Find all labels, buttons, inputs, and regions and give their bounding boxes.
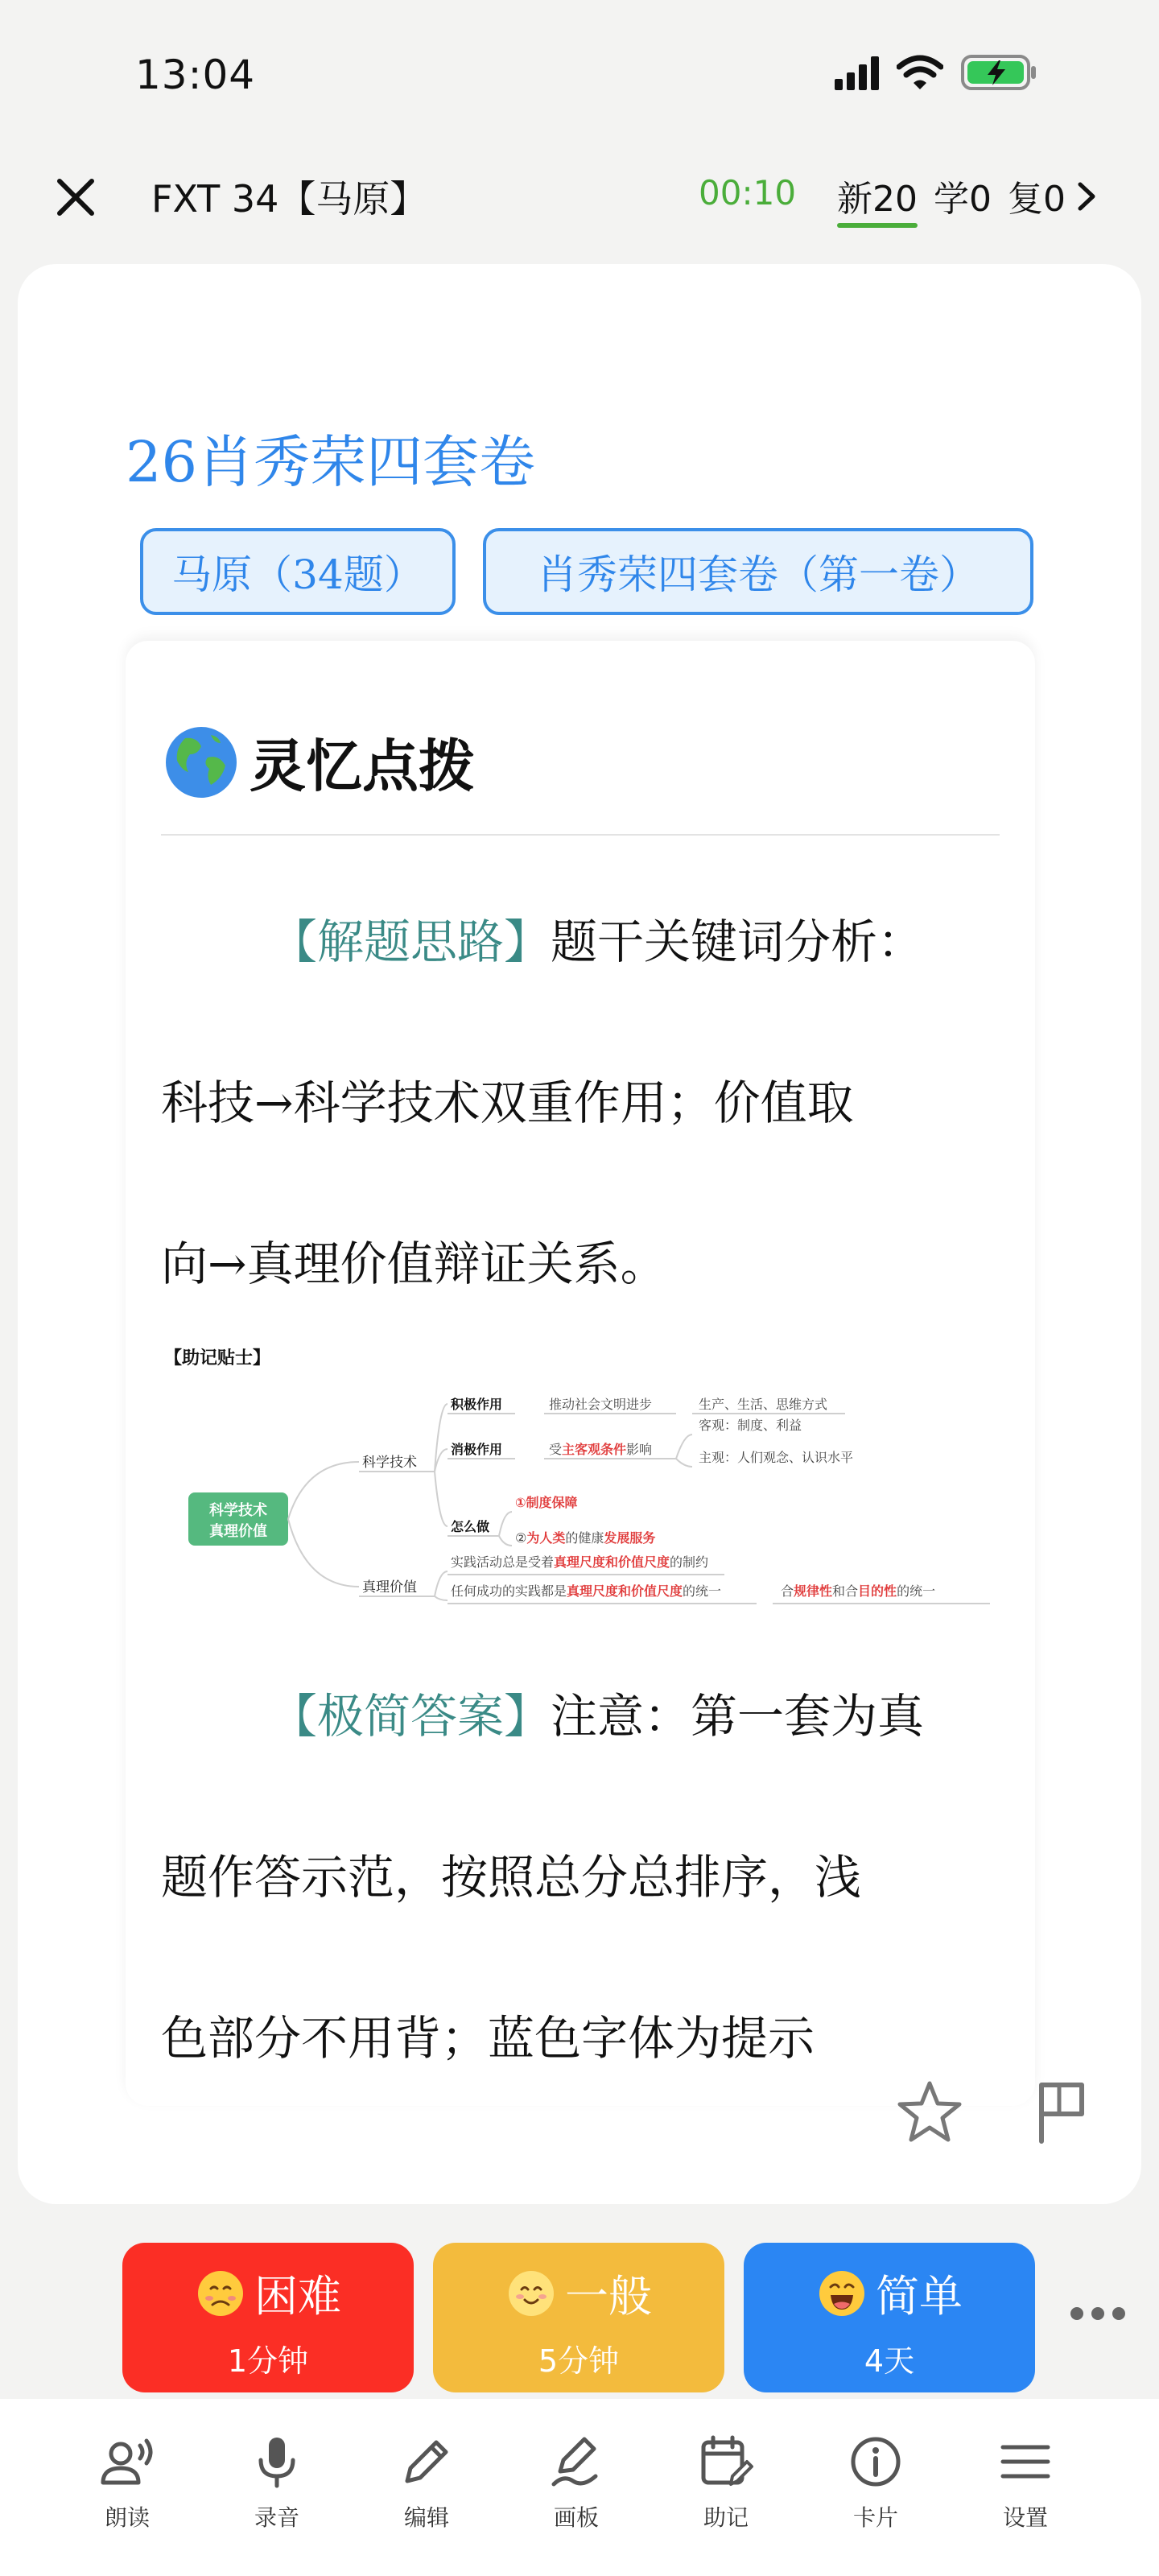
svg-text:②为人类的健康发展服务 <box>515 1530 655 1546</box>
svg-text:实践活动总是受着真理尺度和价值尺度的制约 <box>451 1554 708 1570</box>
answer-line-1: 注意：第一套为真 <box>551 1689 925 1744</box>
microphone-icon <box>246 2431 307 2492</box>
bottom-toolbar <box>0 2399 1159 2576</box>
mindmap-how-item2-hl1: 为人类 <box>526 1530 566 1546</box>
speaker-person-icon <box>97 2431 158 2492</box>
note-panel <box>126 641 1035 2106</box>
answer-line-2: 题作答示范，按照总分总排序，浅 <box>161 1850 862 1905</box>
deck-title[interactable]: FXT 34【马原】 <box>151 177 427 221</box>
nav-draw-label: 画板 <box>553 2504 599 2531</box>
mindmap-value-line1-pre: 实践活动总是受着 <box>451 1554 555 1570</box>
answer-section <box>161 1636 998 2106</box>
review-header <box>0 157 1159 237</box>
rate-medium-interval: 5分钟 <box>538 2343 620 2379</box>
flashcard[interactable] <box>18 264 1141 2204</box>
svg-text:合规律性和合目的性的统一 <box>781 1583 935 1599</box>
cellular-signal-icon <box>835 55 879 90</box>
mindmap-negative: 消极作用 <box>451 1442 503 1457</box>
nav-record[interactable] <box>221 2431 333 2533</box>
mindmap-negative-leaf2: 主观：人们观念、认识水平 <box>699 1450 854 1465</box>
mindmap-root-line2: 真理价值 <box>209 1523 267 1540</box>
mindmap-value-line1-post: 的制约 <box>670 1554 709 1570</box>
battery-charging-icon <box>961 53 1038 92</box>
mindmap-negative-pre: 受 <box>549 1442 563 1457</box>
mindmap-how-item2-mid: 的健康 <box>565 1530 604 1546</box>
smile-face-icon <box>505 2268 557 2319</box>
review-count: 复0 <box>1008 179 1066 220</box>
calendar-edit-icon <box>695 2431 757 2492</box>
mindmap-negative-leaf1: 客观：制度、利益 <box>699 1418 802 1433</box>
mindmap-negative-post: 影响 <box>626 1442 653 1457</box>
mindmap-value-leaf-post: 的统一 <box>897 1583 936 1599</box>
mindmap-value-line2-pre: 任何成功的实践都是 <box>451 1583 567 1599</box>
laughing-face-icon <box>816 2268 868 2319</box>
analysis-line-1: 题干关键词分析： <box>551 914 925 969</box>
chevron-right-icon[interactable] <box>1070 176 1103 217</box>
mindmap-value-leaf-pre: 合 <box>781 1583 794 1599</box>
sad-face-icon <box>195 2268 246 2319</box>
answer-label: 【极简答案】 <box>270 1689 551 1744</box>
svg-text:受主客观条件影响 <box>549 1442 652 1457</box>
mindmap-root-line1: 科学技术 <box>209 1502 267 1519</box>
rate-hard-label: 困难 <box>254 2271 341 2322</box>
mindmap-how: 怎么做 <box>451 1519 490 1534</box>
card-counts[interactable] <box>837 170 1066 221</box>
nav-read[interactable] <box>71 2431 184 2533</box>
status-icons <box>835 53 1038 92</box>
analysis-section <box>161 861 998 1344</box>
tag-subject[interactable]: 马原（34题） <box>140 528 456 615</box>
nav-read-label: 朗读 <box>104 2504 150 2531</box>
rate-easy-label: 简单 <box>876 2271 963 2322</box>
mindmap-how-item2-hl2: 发展服务 <box>604 1530 656 1546</box>
status-time: 13:04 <box>135 52 256 98</box>
rate-hard-button[interactable] <box>122 2243 414 2392</box>
rate-hard-interval: 1分钟 <box>227 2343 309 2379</box>
close-icon[interactable] <box>52 173 100 221</box>
mindmap-branch-tech: 科学技术 <box>362 1455 417 1471</box>
info-icon <box>845 2431 906 2492</box>
card-title: 26肖秀荣四套卷 <box>126 429 536 495</box>
mindmap-how-item2-pre: ② <box>515 1530 527 1546</box>
more-options-icon[interactable] <box>1070 2307 1125 2320</box>
mindmap-value-line1-hl: 真理尺度和价值尺度 <box>554 1554 670 1570</box>
analysis-label: 【解题思路】 <box>270 914 551 969</box>
study-timer: 00:10 <box>699 173 797 213</box>
mindmap-branch-value: 真理价值 <box>362 1579 417 1596</box>
mindmap-negative-hl: 主客观条件 <box>562 1442 627 1457</box>
pencil-icon <box>396 2431 457 2492</box>
nav-mnemonic-label: 助记 <box>703 2504 749 2531</box>
svg-text:任何成功的实践都是真理尺度和价值尺度的统一 <box>451 1583 721 1599</box>
mindmap-value-line2-post: 的统一 <box>683 1583 722 1599</box>
mindmap-value-leaf-hl2: 目的性 <box>858 1583 897 1599</box>
nav-settings-label: 设置 <box>1002 2504 1048 2531</box>
mindmap-value-line2-hl: 真理尺度和价值尺度 <box>567 1583 683 1599</box>
nav-edit[interactable] <box>370 2431 483 2533</box>
mindmap-positive-leaf: 生产、生活、思维方式 <box>699 1397 828 1412</box>
mindmap-positive-desc: 推动社会文明进步 <box>549 1397 653 1412</box>
new-count: 新20 <box>837 170 918 221</box>
flag-icon[interactable] <box>1025 2075 1098 2148</box>
rate-medium-label: 一般 <box>565 2271 652 2322</box>
mindmap-value-leaf-hl1: 规律性 <box>794 1583 833 1599</box>
star-icon[interactable] <box>893 2075 966 2148</box>
mnemonic-mindmap <box>161 1341 998 1623</box>
note-header <box>161 721 475 803</box>
mindmap-caption: 【助记贴士】 <box>164 1348 271 1368</box>
analysis-line-3: 向→真理价值辩证关系。 <box>161 1236 667 1291</box>
nav-card-info[interactable] <box>819 2431 932 2533</box>
mindmap-value-leaf-mid: 和合 <box>832 1583 859 1599</box>
learn-count: 学0 <box>934 179 992 220</box>
divider <box>161 834 1000 836</box>
menu-icon <box>995 2431 1056 2492</box>
mindmap-positive: 积极作用 <box>451 1397 503 1412</box>
tag-paper[interactable]: 肖秀荣四套卷（第一卷） <box>483 528 1033 615</box>
wifi-icon <box>897 54 943 91</box>
nav-edit-label: 编辑 <box>403 2504 449 2531</box>
globe-icon <box>161 722 241 803</box>
nav-draw[interactable] <box>520 2431 633 2533</box>
rate-medium-button[interactable] <box>433 2243 724 2392</box>
answer-line-3: 色部分不用背；蓝色字体为提示 <box>161 2011 815 2066</box>
analysis-line-2: 科技→科学技术双重作用；价值取 <box>161 1075 854 1130</box>
mindmap-how-item1: ①制度保障 <box>515 1495 578 1510</box>
drawing-board-icon <box>546 2431 607 2492</box>
nav-settings[interactable] <box>969 2431 1082 2533</box>
status-bar <box>0 0 1159 145</box>
rate-easy-button[interactable] <box>744 2243 1035 2392</box>
note-heading: 灵忆点拨 <box>250 733 475 799</box>
nav-record-label: 录音 <box>254 2504 299 2531</box>
nav-card-label: 卡片 <box>852 2504 898 2531</box>
rate-easy-interval: 4天 <box>864 2343 915 2379</box>
nav-mnemonic[interactable] <box>670 2431 782 2533</box>
